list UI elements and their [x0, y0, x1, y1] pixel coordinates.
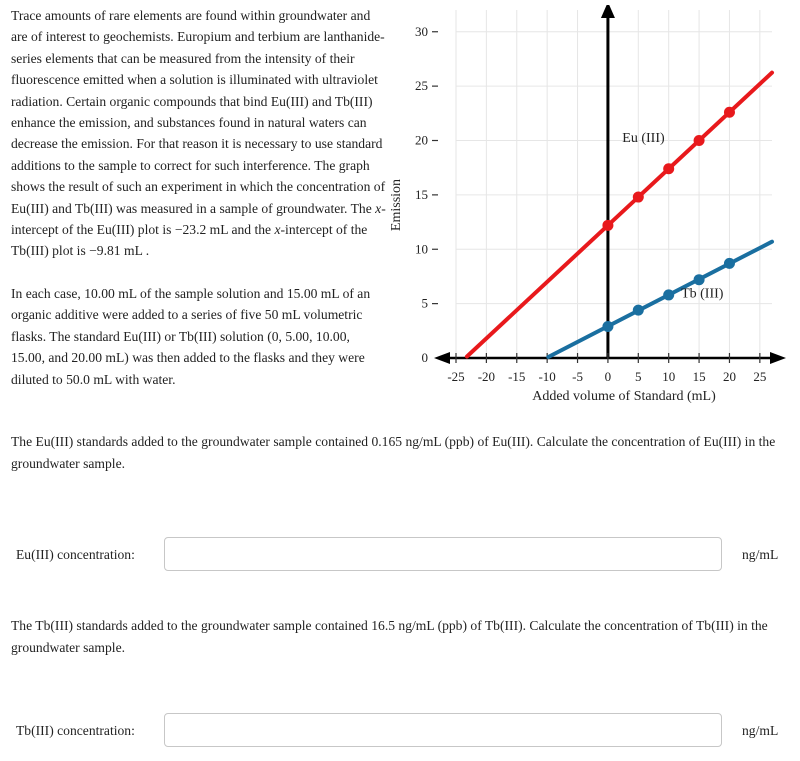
x-tick-label: 15	[692, 369, 706, 384]
data-point	[694, 274, 705, 285]
y-tick-label: 25	[415, 78, 428, 94]
x-axis-label: Added volume of Standard (mL)	[532, 389, 716, 404]
eu-concentration-label: Eu(III) concentration:	[16, 547, 135, 562]
y-tick-label: 30	[415, 23, 428, 39]
data-point	[694, 135, 705, 146]
x-axis-arrow-right	[770, 352, 786, 364]
series-label: Eu (III)	[622, 131, 665, 147]
x-tick-label: 20	[722, 369, 736, 384]
x-tick-label: -15	[508, 369, 526, 384]
x-tick-label: 0	[604, 369, 612, 384]
eu-unit-label: ng/mL	[742, 547, 779, 562]
y-tick-label: 15	[415, 186, 428, 202]
intro-paragraph-2: In each case, 10.00 mL of the sample solution and 15.00 mL of an organic additive were added to a series of five 50 mL volumetric flasks. The standard Eu(III) or Tb(III) solution (0, 5.00, 10.00, 15.00, and 20.00 mL) was then added to the flasks and they were diluted to 50.0 mL with water.	[11, 285, 371, 387]
intro-paragraph-1: Trace amounts of rare elements are found within groundwater and are of interest to geochemists. Europium and terbium are lanthanide-series elements that can be measured from the intensity of their fluorescence emitted when a solution is illuminated with ultraviolet radiation. Certain organic compounds that bind Eu(III) and Tb(III) enhance the emission, and substances found in natural waters can decrease the emission. For that reason it is necessary to use standard additions to the sample to correct for such interference. The graph shows the result of such an experiment in which the concentration of Eu(III) and Tb(III) was measured in a sample of groundwater. The x-intercept of the Eu(III) plot is −23.2 mL and the x-intercept of the Tb(III) plot is −9.81 mL .	[11, 8, 386, 259]
data-point	[724, 107, 735, 118]
tb-concentration-label: Tb(III) concentration:	[16, 723, 135, 738]
y-tick-label: 10	[415, 241, 428, 257]
x-axis-arrow-left	[434, 352, 450, 364]
y-axis-arrow	[601, 5, 615, 18]
x-tick-label: -5	[572, 369, 583, 384]
data-point	[602, 321, 613, 332]
data-point	[633, 192, 644, 203]
eu-concentration-input[interactable]	[164, 537, 722, 571]
problem-intro	[11, 5, 387, 390]
y-tick-label: 5	[421, 295, 428, 311]
x-tick-label: -20	[477, 369, 496, 384]
data-point	[633, 305, 644, 316]
x-tick-label: 10	[662, 369, 676, 384]
tb-concentration-input[interactable]	[164, 713, 722, 747]
x-tick-label: -25	[447, 369, 465, 384]
y-tick-label: 20	[415, 132, 428, 148]
question-eu: The Eu(III) standards added to the groundwater sample contained 0.165 ng/mL (ppb) of Eu(III). Calculate the concentration of Eu(III) in the groundwater sample.	[11, 434, 776, 471]
series-label: Tb (III)	[681, 286, 724, 302]
x-tick-label: 25	[753, 369, 767, 384]
data-point	[724, 258, 735, 269]
standard-addition-chart	[386, 5, 786, 415]
y-axis-label: Emission	[389, 178, 404, 232]
tb-unit-label: ng/mL	[742, 723, 779, 738]
x-tick-label: 5	[635, 369, 642, 384]
x-tick-label: -10	[538, 369, 556, 384]
data-point	[663, 289, 674, 300]
data-point	[602, 220, 613, 231]
data-point	[663, 163, 674, 174]
question-tb: The Tb(III) standards added to the groundwater sample contained 16.5 ng/mL (ppb) of Tb(III). Calculate the concentration of Tb(III) in the groundwater sample.	[11, 618, 768, 655]
series-line	[548, 242, 772, 357]
y-tick-label: 0	[421, 350, 428, 365]
